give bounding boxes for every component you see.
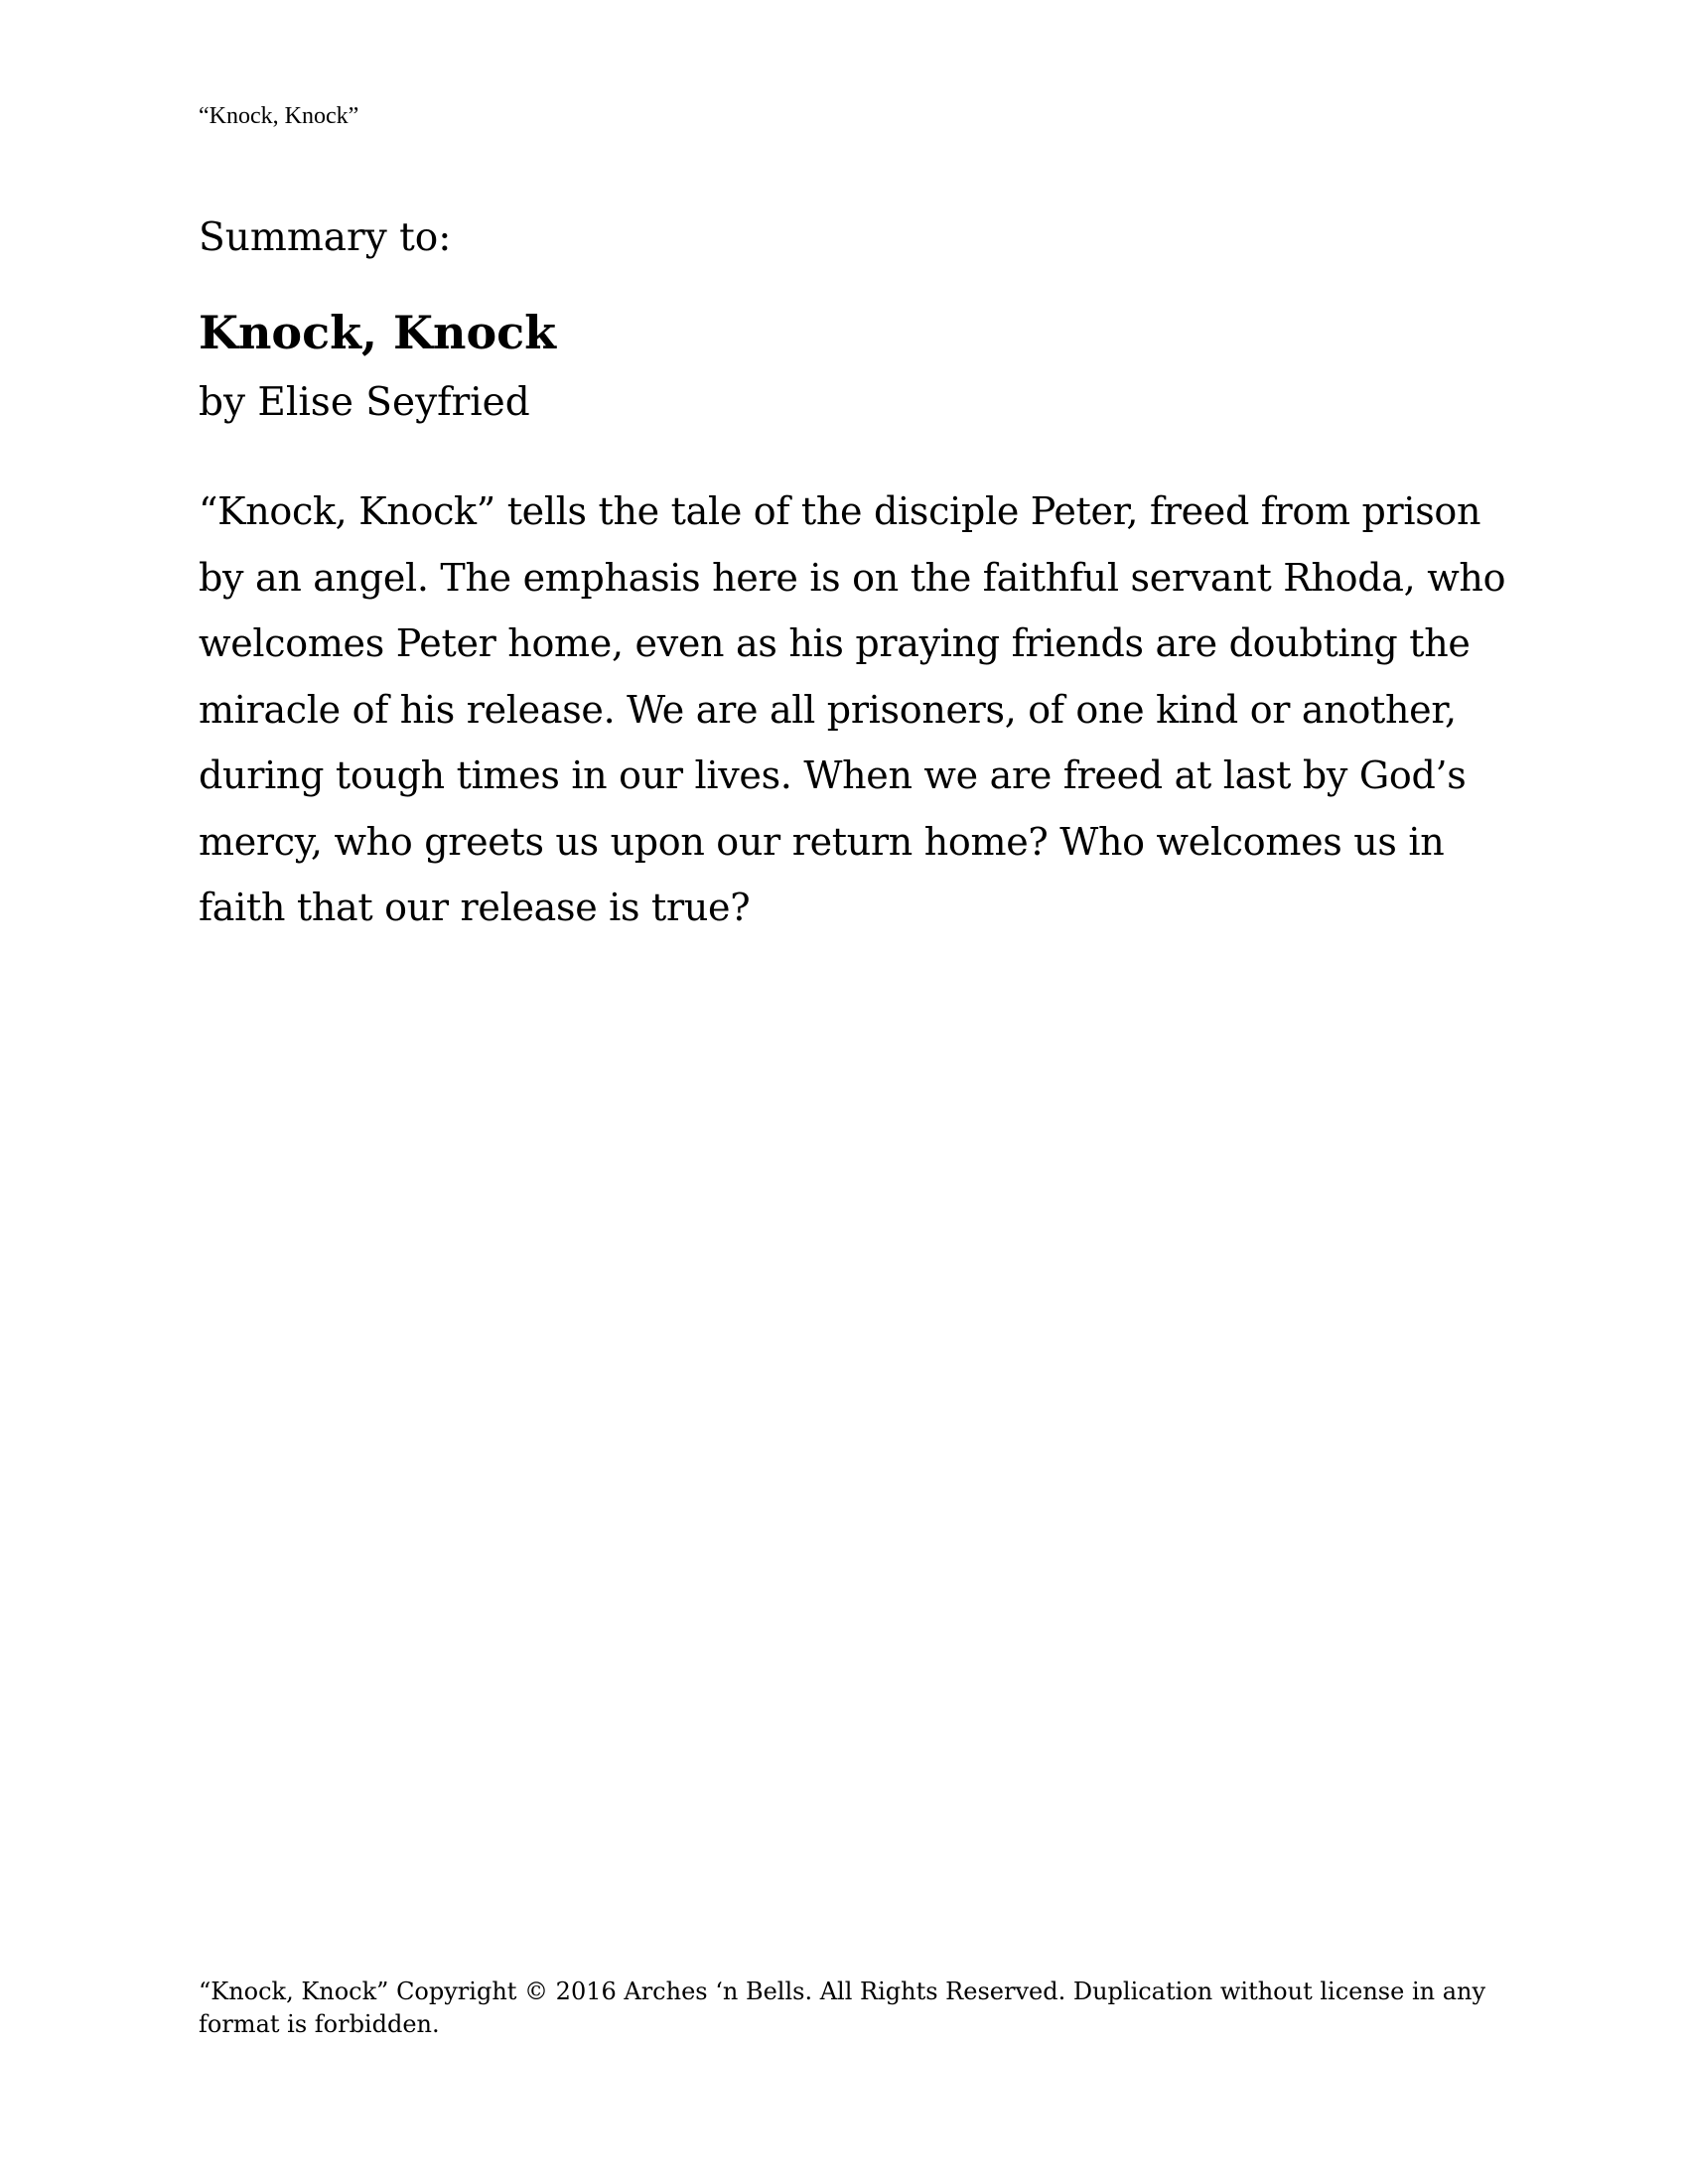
- summary-line: miracle of his release. We are all prisoners, of one kind or another,: [199, 687, 1457, 732]
- summary-line: “Knock, Knock” tells the tale of the disciple Peter, freed from prison: [199, 489, 1481, 533]
- author-byline: by Elise Seyfried: [199, 380, 530, 425]
- summary-line: mercy, who greets us upon our return home? Who welcomes us in: [199, 819, 1445, 864]
- summary-line: welcomes Peter home, even as his praying friends are doubting the: [199, 621, 1471, 665]
- copyright-line: “Knock, Knock” Copyright © 2016 Arches ‘n Bells. All Rights Reserved. Duplication without license in any: [199, 1978, 1486, 2005]
- summary-line: by an angel. The emphasis here is on the faithful servant Rhoda, who: [199, 555, 1506, 600]
- summary-line: during tough times in our lives. When we are freed at last by God’s: [199, 753, 1467, 797]
- copyright-line: format is forbidden.: [199, 2010, 440, 2038]
- summary-label: Summary to:: [199, 215, 452, 260]
- running-header: “Knock, Knock”: [199, 103, 359, 129]
- summary-line: faith that our release is true?: [199, 886, 751, 929]
- copyright-notice: [199, 1976, 1519, 2041]
- document-title: Knock, Knock: [199, 306, 557, 359]
- summary-paragraph: [199, 478, 1509, 941]
